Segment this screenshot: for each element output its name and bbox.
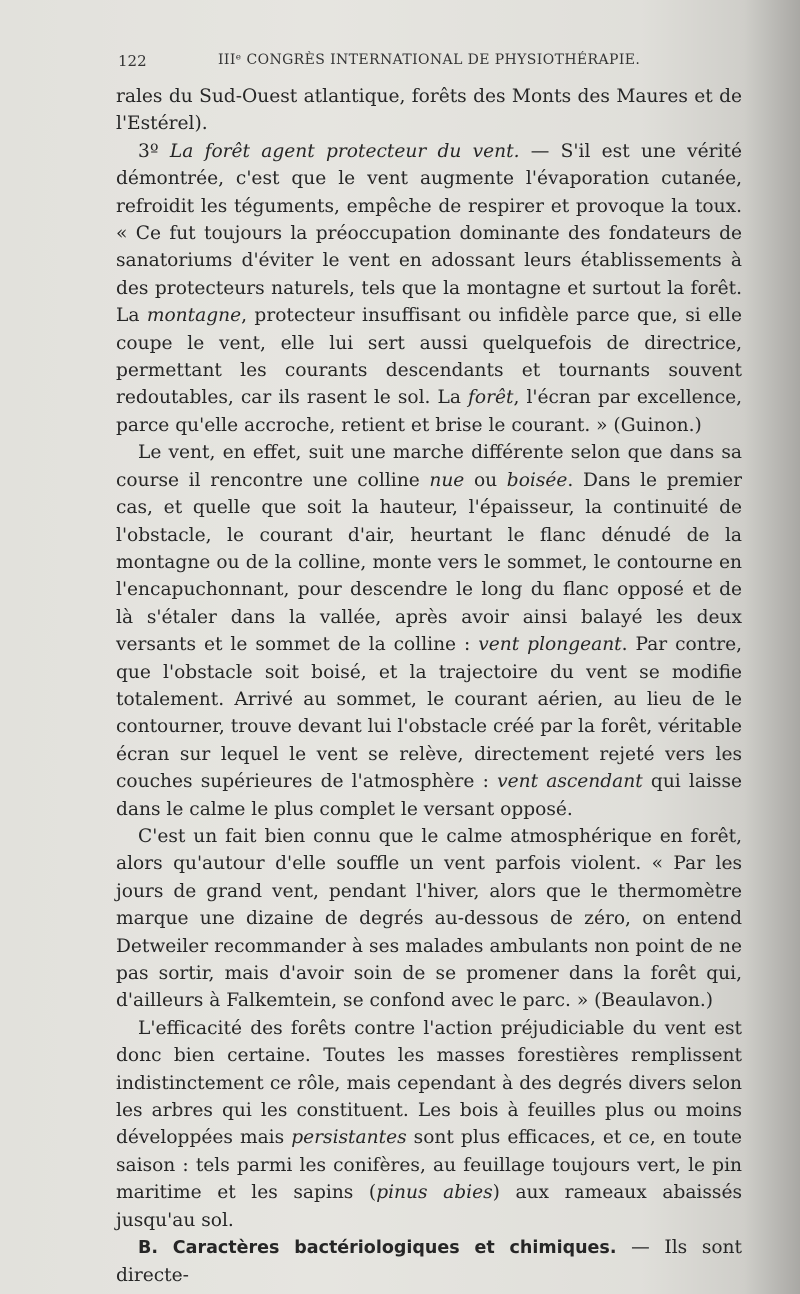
text-run: . Dans le premier cas, et quelle que soit la hauteur, l'épaisseur, la continuité de l'obstacle, le courant d'air, heurtant le flanc dénudé de la montagne ou de la colline, monte vers le sommet, le contourne en l'encapuchonnant, pour descendre le long du flanc opposé et de là s'étaler dans la vallée, après avoir ainsi balayé les deux versants et le sommet de la colline : [116, 469, 742, 656]
text-run: 3º [138, 140, 170, 162]
page-header [118, 48, 740, 76]
text-run: , l'écran par excellence, parce qu'elle accroche, retient et brise le courant. » (Guinon.) [116, 387, 742, 436]
text-run: qui laisse dans le calme le plus complet le versant opposé. [116, 771, 743, 820]
text-run: . Par contre, que l'obstacle soit boisé, et la trajectoire du vent se modifie totalement. Arrivé au sommet, le courant aérien, au lieu de le contourner, trouve devant lui l'obstacle créé par la forêt, véritable écran sur lequel le vent se relève, directement rejeté vers les couches supérieures de l'atmosphère : [116, 634, 743, 793]
text-run: , protecteur insuffisant ou infidèle parce que, si elle coupe le vent, elle lui sert aussi quelquefois de directrice, permettant les courants descendants et tournants souvent redoutables, car ils rasent le sol. La [116, 305, 742, 409]
section-heading-bold: B. Caractères bactériologiques et chimiques. [138, 1238, 617, 1259]
text-run: Le vent, en effet, suit une marche différente selon que dans sa course il rencontre une colline [116, 442, 742, 491]
italic-term: boisée [506, 469, 568, 491]
text-run: — S'il est une vérité démontrée, c'est que le vent augmente l'évaporation cutanée, refroidit les téguments, empêche de respirer et provoque la toux. « Ce fut toujours la préoccupation dominante des fondateurs de sanatoriums d'éviter le vent en adossant leurs établissements à des protecteurs naturels, tels que la montagne et surtout la forêt. La [116, 140, 742, 327]
italic-term: nue [429, 469, 465, 491]
paragraph-4-text: C'est un fait bien connu que le calme atmosphérique en forêt, alors qu'autour d'elle souffle un vent parfois violent. « Par les jours de grand vent, pendant l'hiver, alors que le thermomètre marque une dizaine de degrés au-dessous de zéro, on entend Detweiler recommander à ses malades ambulants non point de ne pas sortir, mais d'avoir soin de se promener dans la forêt qui, d'ailleurs à Falkemtein, se confond avec le parc. » (Beaulavon.) [116, 825, 742, 1012]
text-run: ) aux rameaux abaissés jusqu'au sol. [116, 1182, 743, 1231]
italic-term: vent ascendant [497, 771, 643, 793]
text-run: L'efficacité des forêts contre l'action préjudiciable du vent est donc bien certaine. Toutes les masses forestières remplissent indistinctement ce rôle, mais cependant à des degrés divers selon les arbres qui les constituent. Les bois à feuilles plus ou moins développées mais [116, 1017, 742, 1149]
paragraph-1-text: rales du Sud-Ouest atlantique, forêts des Monts des Maures et de l'Estérel). [116, 86, 742, 135]
text-run: sont plus efficaces, et ce, en toute saison : tels parmi les conifères, au feuillage toujours vert, le pin maritime et les sapins ( [116, 1127, 742, 1204]
paragraph-1 [116, 83, 742, 138]
text-run: ou [464, 469, 507, 491]
text-run: — Ils sont directe- [116, 1237, 743, 1287]
paragraph-6 [116, 1234, 742, 1290]
paragraph-2 [116, 138, 742, 439]
paragraph-5 [116, 1015, 742, 1234]
italic-term: forêt [468, 387, 514, 409]
italic-term: montagne [146, 305, 242, 327]
italic-term: vent plongeant [478, 634, 622, 656]
italic-term: persistantes [291, 1127, 407, 1149]
paragraph-4 [116, 823, 742, 1015]
page-number: 122 [118, 52, 147, 70]
paragraph-3 [116, 439, 742, 823]
italic-term: pinus abies [376, 1182, 493, 1204]
body-text [116, 83, 742, 1290]
running-title: IIIᵉ CONGRÈS INTERNATIONAL DE PHYSIOTHÉRAPIE. [218, 52, 641, 68]
section-heading-italic: La forêt agent protecteur du vent. [169, 140, 520, 162]
